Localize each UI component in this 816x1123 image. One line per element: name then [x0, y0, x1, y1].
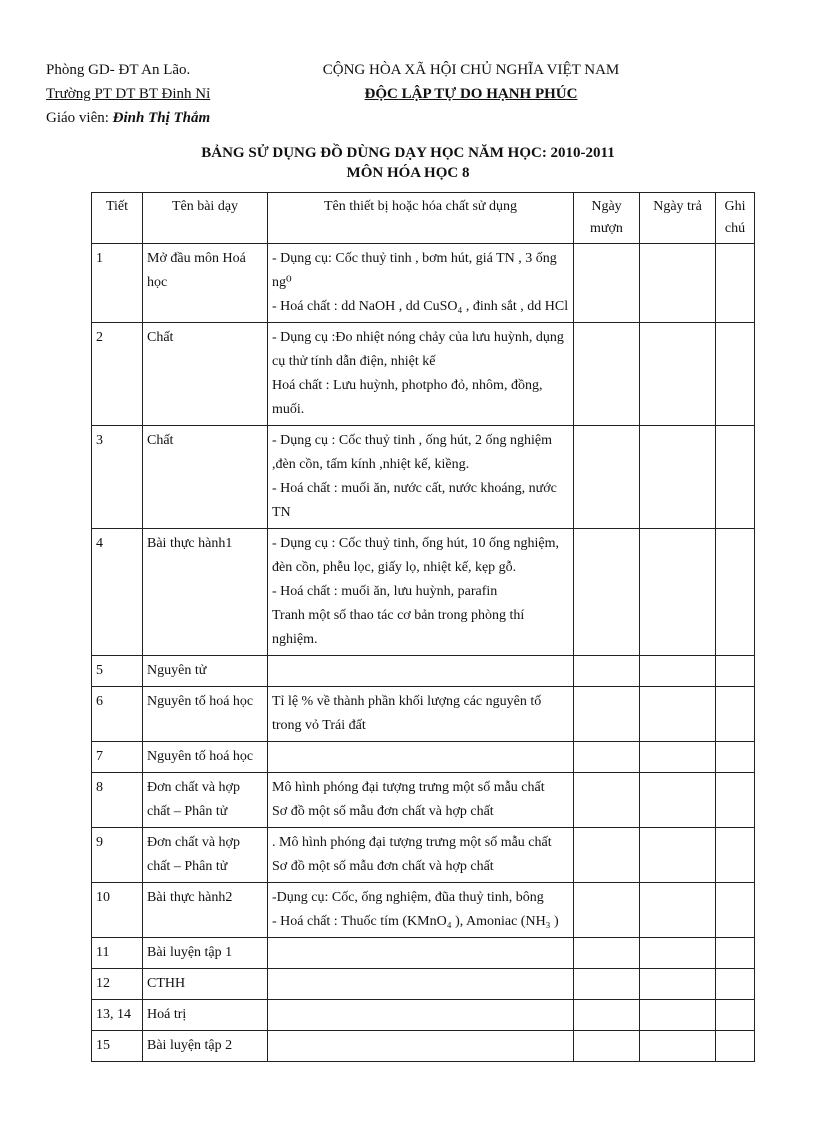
table-row	[92, 883, 755, 938]
cell-return-date	[640, 969, 716, 1000]
cell-equipment	[268, 323, 574, 426]
cell-lesson: Bài thực hành1	[143, 529, 268, 656]
cell-lesson: Nguyên tử	[143, 656, 268, 687]
cell-return-date	[640, 656, 716, 687]
cell-period: 5	[92, 656, 143, 687]
cell-equipment	[268, 938, 574, 969]
cell-lesson: Mở đầu môn Hoá học	[143, 244, 268, 323]
cell-note	[716, 969, 755, 1000]
cell-return-date	[640, 883, 716, 938]
equipment-line: Sơ đồ một số mẫu đơn chất và hợp chất	[272, 804, 494, 819]
department: Phòng GD- ĐT An Lão.	[46, 62, 191, 78]
cell-return-date	[640, 742, 716, 773]
cell-period: 2	[92, 323, 143, 426]
cell-period: 10	[92, 883, 143, 938]
table-header-row	[92, 193, 755, 244]
cell-borrow-date	[574, 529, 640, 656]
cell-equipment	[268, 969, 574, 1000]
school-name: Trường PT DT BT Đinh Nỉ	[46, 86, 211, 102]
cell-equipment	[268, 426, 574, 529]
country-name: CỘNG HÒA XÃ HỘI CHỦ NGHĨA VIỆT NAM	[322, 62, 620, 78]
cell-lesson: Chất	[143, 426, 268, 529]
cell-equipment	[268, 773, 574, 828]
cell-equipment	[268, 1031, 574, 1062]
cell-borrow-date	[574, 938, 640, 969]
cell-return-date	[640, 323, 716, 426]
cell-return-date	[640, 828, 716, 883]
cell-note	[716, 1031, 755, 1062]
header-lesson: Tên bài dạy	[143, 193, 268, 244]
cell-period: 4	[92, 529, 143, 656]
cell-equipment	[268, 687, 574, 742]
cell-note	[716, 742, 755, 773]
header-left	[46, 58, 210, 130]
equipment-line: -Dụng cụ: Cốc, ống nghiệm, đũa thuỷ tinh, bông	[272, 890, 544, 905]
cell-note	[716, 656, 755, 687]
table-row	[92, 1000, 755, 1031]
cell-note	[716, 773, 755, 828]
cell-equipment	[268, 1000, 574, 1031]
table-row	[92, 969, 755, 1000]
table-row	[92, 426, 755, 529]
cell-period: 6	[92, 687, 143, 742]
table-row	[92, 529, 755, 656]
table-row	[92, 687, 755, 742]
cell-period: 3	[92, 426, 143, 529]
national-motto: ĐỘC LẬP TỰ DO HẠNH PHÚC	[364, 86, 578, 102]
header-borrow-date: Ngày mượn	[574, 193, 640, 244]
table-row	[92, 773, 755, 828]
cell-return-date	[640, 1000, 716, 1031]
cell-lesson: Nguyên tố hoá học	[143, 687, 268, 742]
teacher-name: Đinh Thị Thắm	[112, 110, 211, 126]
cell-return-date	[640, 426, 716, 529]
cell-borrow-date	[574, 426, 640, 529]
table-row	[92, 828, 755, 883]
equipment-line: - Hoá chất : Thuốc tím (KMnO₄ ), Amoniac (NH₃ )	[272, 914, 559, 929]
cell-return-date	[640, 244, 716, 323]
cell-borrow-date	[574, 773, 640, 828]
equipment-line: Tỉ lệ % về thành phần khối lượng các nguyên tố trong vỏ Trái đất	[272, 694, 542, 733]
cell-lesson: Bài luyện tập 2	[143, 1031, 268, 1062]
cell-note	[716, 883, 755, 938]
cell-borrow-date	[574, 1031, 640, 1062]
cell-return-date	[640, 773, 716, 828]
equipment-line: Hoá chất : Lưu huỳnh, photpho đỏ, nhôm, đồng, muối.	[272, 378, 543, 417]
teacher-line	[46, 106, 210, 130]
cell-period: 15	[92, 1031, 143, 1062]
title-line-1: BẢNG SỬ DỤNG ĐỒ DÙNG DẠY HỌC NĂM HỌC: 2010-2011	[201, 145, 615, 161]
header-return-date: Ngày trả	[640, 193, 716, 244]
equipment-line: - Dụng cụ : Cốc thuỷ tinh, ống hút, 10 ống nghiệm, đèn cồn, phễu lọc, giấy lọ, nhiệt kế, kẹp gỗ.	[272, 536, 559, 575]
header-note: Ghi chú	[716, 193, 755, 244]
cell-equipment	[268, 883, 574, 938]
equipment-line: - Hoá chất : muối ăn, lưu huỳnh, parafin	[272, 584, 498, 599]
cell-note	[716, 1000, 755, 1031]
cell-borrow-date	[574, 1000, 640, 1031]
cell-note	[716, 323, 755, 426]
cell-lesson: Nguyên tố hoá học	[143, 742, 268, 773]
cell-borrow-date	[574, 969, 640, 1000]
table-row	[92, 938, 755, 969]
cell-borrow-date	[574, 883, 640, 938]
cell-period: 13, 14	[92, 1000, 143, 1031]
cell-lesson: Chất	[143, 323, 268, 426]
cell-return-date	[640, 938, 716, 969]
table-row	[92, 323, 755, 426]
teacher-label: Giáo viên:	[46, 110, 109, 126]
cell-equipment	[268, 828, 574, 883]
equipment-line: - Dụng cụ : Cốc thuỷ tinh , ống hút, 2 ống nghiệm ,đèn cồn, tấm kính ,nhiệt kế, kiềng.	[272, 433, 552, 472]
table-row	[92, 1031, 755, 1062]
header-period: Tiết	[92, 193, 143, 244]
cell-note	[716, 244, 755, 323]
cell-lesson: Bài thực hành2	[143, 883, 268, 938]
header-right	[310, 58, 632, 106]
cell-note	[716, 529, 755, 656]
cell-period: 11	[92, 938, 143, 969]
cell-return-date	[640, 1031, 716, 1062]
cell-period: 8	[92, 773, 143, 828]
cell-borrow-date	[574, 687, 640, 742]
cell-note	[716, 828, 755, 883]
equipment-line: Tranh một số thao tác cơ bản trong phòng thí nghiệm.	[272, 608, 525, 647]
cell-equipment	[268, 244, 574, 323]
equipment-line: Mô hình phóng đại tượng trưng một số mẫu chất	[272, 780, 545, 795]
cell-borrow-date	[574, 244, 640, 323]
table-row	[92, 656, 755, 687]
equipment-line: - Dụng cụ :Đo nhiệt nóng chảy của lưu huỳnh, dụng cụ thử tính dẫn điện, nhiệt kế	[272, 330, 564, 369]
equipment-table	[91, 192, 755, 1062]
cell-note	[716, 426, 755, 529]
cell-note	[716, 687, 755, 742]
cell-return-date	[640, 687, 716, 742]
header-equipment: Tên thiết bị hoặc hóa chất sử dụng	[268, 193, 574, 244]
cell-borrow-date	[574, 656, 640, 687]
cell-lesson: Đơn chất và hợp chất – Phân tử	[143, 773, 268, 828]
cell-period: 9	[92, 828, 143, 883]
cell-period: 7	[92, 742, 143, 773]
cell-return-date	[640, 529, 716, 656]
equipment-line: - Hoá chất : muối ăn, nước cất, nước khoáng, nước TN	[272, 481, 557, 520]
table-row	[92, 244, 755, 323]
cell-period: 1	[92, 244, 143, 323]
cell-borrow-date	[574, 742, 640, 773]
title-line-2: MÔN HÓA HỌC 8	[346, 165, 470, 181]
cell-borrow-date	[574, 828, 640, 883]
document-title	[0, 143, 816, 183]
cell-equipment	[268, 742, 574, 773]
cell-lesson: Bài luyện tập 1	[143, 938, 268, 969]
cell-note	[716, 938, 755, 969]
cell-lesson: Đơn chất và hợp chất – Phân tử	[143, 828, 268, 883]
equipment-line: - Hoá chất : dd NaOH , dd CuSO₄ , đinh sắt , dd HCl	[272, 299, 569, 314]
cell-lesson: Hoá trị	[143, 1000, 268, 1031]
cell-period: 12	[92, 969, 143, 1000]
cell-equipment	[268, 529, 574, 656]
table-row	[92, 742, 755, 773]
cell-equipment	[268, 656, 574, 687]
equipment-line: Sơ đồ một số mẫu đơn chất và hợp chất	[272, 859, 494, 874]
cell-borrow-date	[574, 323, 640, 426]
equipment-line: . Mô hình phóng đại tượng trưng một số mẫu chất	[272, 835, 552, 850]
cell-lesson: CTHH	[143, 969, 268, 1000]
equipment-line: - Dụng cụ: Cốc thuỷ tinh , bơm hút, giá TN , 3 ống ng⁰	[272, 251, 557, 290]
